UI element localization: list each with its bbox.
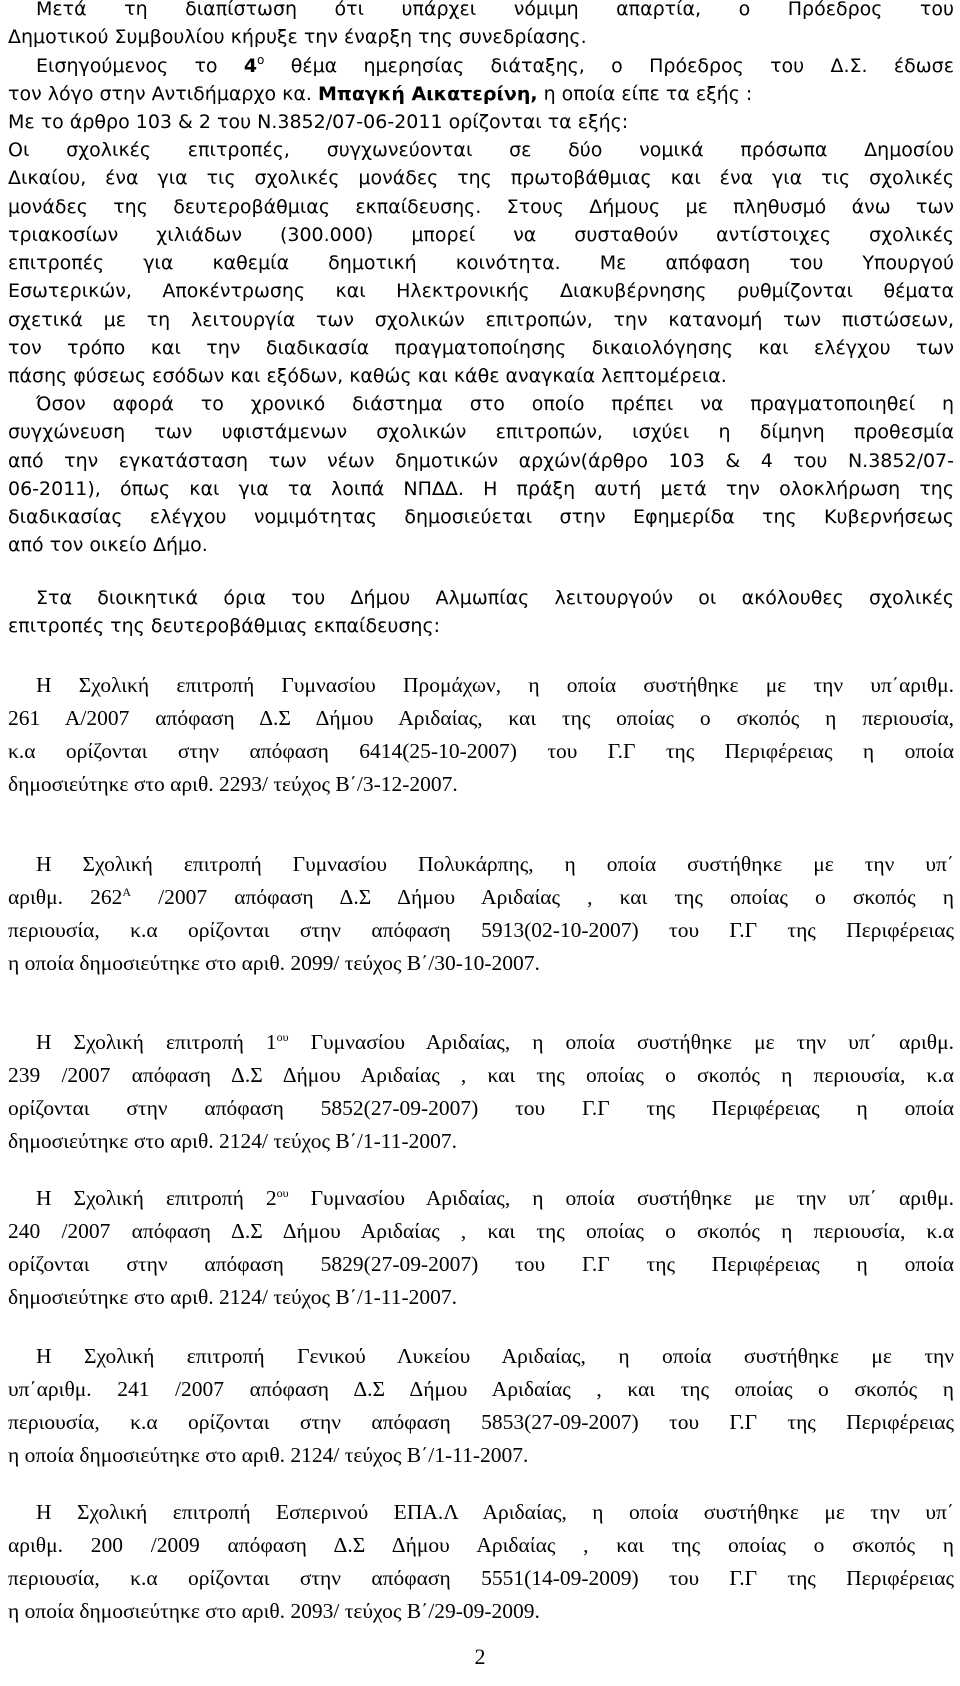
committee-entry bbox=[8, 1340, 954, 1472]
entry-line: Η Σχολική επιτροπή Γενικού Λυκείου Αριδαίας, η οποία συστήθηκε με την bbox=[36, 1344, 954, 1368]
paragraph-line: διαδικασίας ελέγχου νομιμότητας δημοσιεύεται στην Εφημερίδα της Κυβερνήσεως bbox=[8, 506, 954, 529]
paragraph-line: συγχώνευση των υφιστάμενων σχολικών επιτροπών, ισχύει η δίμηνη προθεσμία bbox=[8, 421, 954, 444]
entry-line: 261 Α/2007 απόφαση Δ.Σ Δήμου Αριδαίας, και της οποίας ο σκοπός η περιουσία, bbox=[8, 706, 954, 730]
paragraph-line: τον τρόπο και την διαδικασία πραγματοποίησης δικαιολόγησης και ελέγχου των bbox=[8, 337, 954, 360]
paragraph-line: σχετικά με τη λειτουργία των σχολικών επιτροπών, την κατανομή των πιστώσεων, bbox=[8, 308, 954, 331]
paragraph-line: Στα διοικητικά όρια του Δήμου Αλμωπίας λειτουργούν οι ακόλουθες σχολικές bbox=[36, 587, 954, 609]
intro-line: Δημοτικού Συμβουλίου κήρυξε την έναρξη της συνεδρίασης. bbox=[8, 26, 587, 49]
paragraph-line: τριακοσίων χιλιάδων (300.000) μπορεί να συσταθούν αντίστοιχες σχολικές bbox=[8, 223, 954, 246]
entry-line: ορίζονται στην απόφαση 5829(27-09-2007) του Γ.Γ της Περιφέρειας η οποία bbox=[8, 1252, 954, 1276]
time-paragraph bbox=[8, 390, 954, 560]
paragraph-line: Οι σχολικές επιτροπές, συγχωνεύονται σε δύο νομικά πρόσωπα Δημοσίου bbox=[8, 139, 954, 161]
paragraph-line: από τον οικείο Δήμο. bbox=[8, 534, 208, 557]
committee-entry bbox=[8, 669, 954, 801]
entry-line: δημοσιεύτηκε στο αριθ. 2124/ τεύχος Β΄/1-11-2007. bbox=[8, 1285, 457, 1309]
law-paragraph bbox=[8, 136, 954, 391]
paragraph-line: από την εγκατάσταση των νέων δημοτικών αρχών(άρθρο 103 & 4 του Ν.3852/07- bbox=[8, 449, 954, 472]
committee-entry bbox=[8, 1496, 954, 1628]
entry-line: 239 /2007 απόφαση Δ.Σ Δήμου Αριδαίας , και της οποίας ο σκοπός η περιουσία, κ.α bbox=[8, 1063, 954, 1087]
entry-line: περιουσία, κ.α ορίζονται στην απόφαση 5913(02-10-2007) του Γ.Γ της Περιφέρειας bbox=[8, 918, 954, 942]
committee-entry bbox=[8, 848, 954, 980]
entry-line: αριθμ. $262^A$ /2007 απόφαση Δ.Σ Δήμου Αριδαίας , και της οποίας ο σκοπός η bbox=[8, 885, 954, 909]
entry-line: Η Σχολική επιτροπή $2^{o\upsilon}$ Γυμνασίου Αριδαίας, η οποία συστήθηκε με την υπ΄ αριθμ. bbox=[36, 1186, 954, 1210]
committee-entry bbox=[8, 1026, 954, 1158]
entry-line: δημοσιεύτηκε στο αριθ. 2293/ τεύχος Β΄/3-12-2007. bbox=[8, 772, 458, 796]
entry-line: Η Σχολική επιτροπή $1^{o\upsilon}$ Γυμνασίου Αριδαίας, η οποία συστήθηκε με την υπ΄ αριθμ. bbox=[36, 1030, 954, 1054]
intro-line: τον λόγο στην Αντιδήμαρχο κα. Μπαγκή Αικατερίνη, η οποία είπε τα εξής : bbox=[8, 82, 753, 105]
paragraph-line: μονάδες της δευτεροβάθμιας εκπαίδευσης. Στους Δήμους με πληθυσμό άνω των bbox=[8, 195, 954, 218]
paragraph-line: 06-2011), όπως και για τα λοιπά ΝΠΔΔ. Η πράξη αυτή μετά την ολοκλήρωση της bbox=[8, 477, 954, 500]
page-number: 2 bbox=[474, 1644, 486, 1669]
paragraph-line: Εσωτερικών, Αποκέντρωσης και Ηλεκτρονικής Διακυβέρνησης ρυθμίζονται θέματα bbox=[8, 280, 954, 303]
committee-entry bbox=[8, 1182, 954, 1314]
intro-line: Εισηγούμενος το $4^o$ θέμα ημερησίας διάταξης, ο Πρόεδρος του Δ.Σ. έδωσε bbox=[36, 52, 954, 77]
entry-line: Η Σχολική επιτροπή Εσπερινού ΕΠΑ.Λ Αριδαίας, η οποία συστήθηκε με την υπ΄ bbox=[36, 1500, 954, 1524]
paragraph-line: επιτροπές για καθεμία δημοτική κοινότητα. Με απόφαση του Υπουργού bbox=[8, 252, 954, 275]
entry-line: περιουσία, κ.α ορίζονται στην απόφαση 5853(27-09-2007) του Γ.Γ της Περιφέρειας bbox=[8, 1410, 954, 1434]
entry-line: η οποία δημοσιεύτηκε στο αριθ. 2099/ τεύχος Β΄/30-10-2007. bbox=[8, 951, 540, 975]
speaker-name: Μπαγκή Αικατερίνη, bbox=[317, 82, 538, 105]
intro-line: Με το άρθρο 103 & 2 του Ν.3852/07-06-2011 ορίζονται τα εξής: bbox=[8, 111, 629, 134]
entry-line: Η Σχολική επιτροπή Γυμνασίου Προμάχων, η οποία συστήθηκε με την υπ΄αριθμ. bbox=[36, 673, 954, 697]
admin-paragraph bbox=[8, 584, 954, 641]
entry-line: δημοσιεύτηκε στο αριθ. 2124/ τεύχος Β΄/1-11-2007. bbox=[8, 1129, 457, 1153]
entry-line: κ.α ορίζονται στην απόφαση 6414(25-10-2007) του Γ.Γ της Περιφέρειας η οποία bbox=[8, 739, 954, 763]
entry-line: η οποία δημοσιεύτηκε στο αριθ. 2124/ τεύχος Β΄/1-11-2007. bbox=[8, 1443, 529, 1467]
paragraph-line: Όσον αφορά το χρονικό διάστημα στο οποίο πρέπει να πραγματοποιηθεί η bbox=[36, 393, 954, 415]
entry-line: 240 /2007 απόφαση Δ.Σ Δήμου Αριδαίας , και της οποίας ο σκοπός η περιουσία, κ.α bbox=[8, 1219, 954, 1243]
entry-line: η οποία δημοσιεύτηκε στο αριθ. 2093/ τεύχος Β΄/29-09-2009. bbox=[8, 1599, 540, 1623]
paragraph-line: επιτροπές της δευτεροβάθμιας εκπαίδευσης: bbox=[8, 615, 441, 638]
paragraph-line: Δικαίου, ένα για τις σχολικές μονάδες της πρωτοβάθμιας και ένα για τις σχολικές bbox=[8, 167, 954, 190]
entry-line: υπ΄αριθμ. 241 /2007 απόφαση Δ.Σ Δήμου Αριδαίας , και της οποίας ο σκοπός η bbox=[8, 1377, 954, 1401]
entry-line: περιουσία, κ.α ορίζονται στην απόφαση 5551(14-09-2009) του Γ.Γ της Περιφέρειας bbox=[8, 1566, 954, 1590]
entry-line: αριθμ. 200 /2009 απόφαση Δ.Σ Δήμου Αριδαίας , και της οποίας ο σκοπός η bbox=[8, 1533, 954, 1557]
paragraph-line: πάσης φύσεως εσόδων και εξόδων, καθώς και κάθε αναγκαία λεπτομέρεια. bbox=[8, 365, 727, 388]
entry-line: Η Σχολική επιτροπή Γυμνασίου Πολυκάρπης, η οποία συστήθηκε με την υπ΄ bbox=[36, 852, 954, 876]
entry-line: ορίζονται στην απόφαση 5852(27-09-2007) του Γ.Γ της Περιφέρειας η οποία bbox=[8, 1096, 954, 1120]
intro-line: Μετά τη διαπίστωση ότι υπάρχει νόμιμη απαρτία, ο Πρόεδρος του bbox=[36, 0, 954, 20]
intro-block bbox=[8, 0, 954, 136]
